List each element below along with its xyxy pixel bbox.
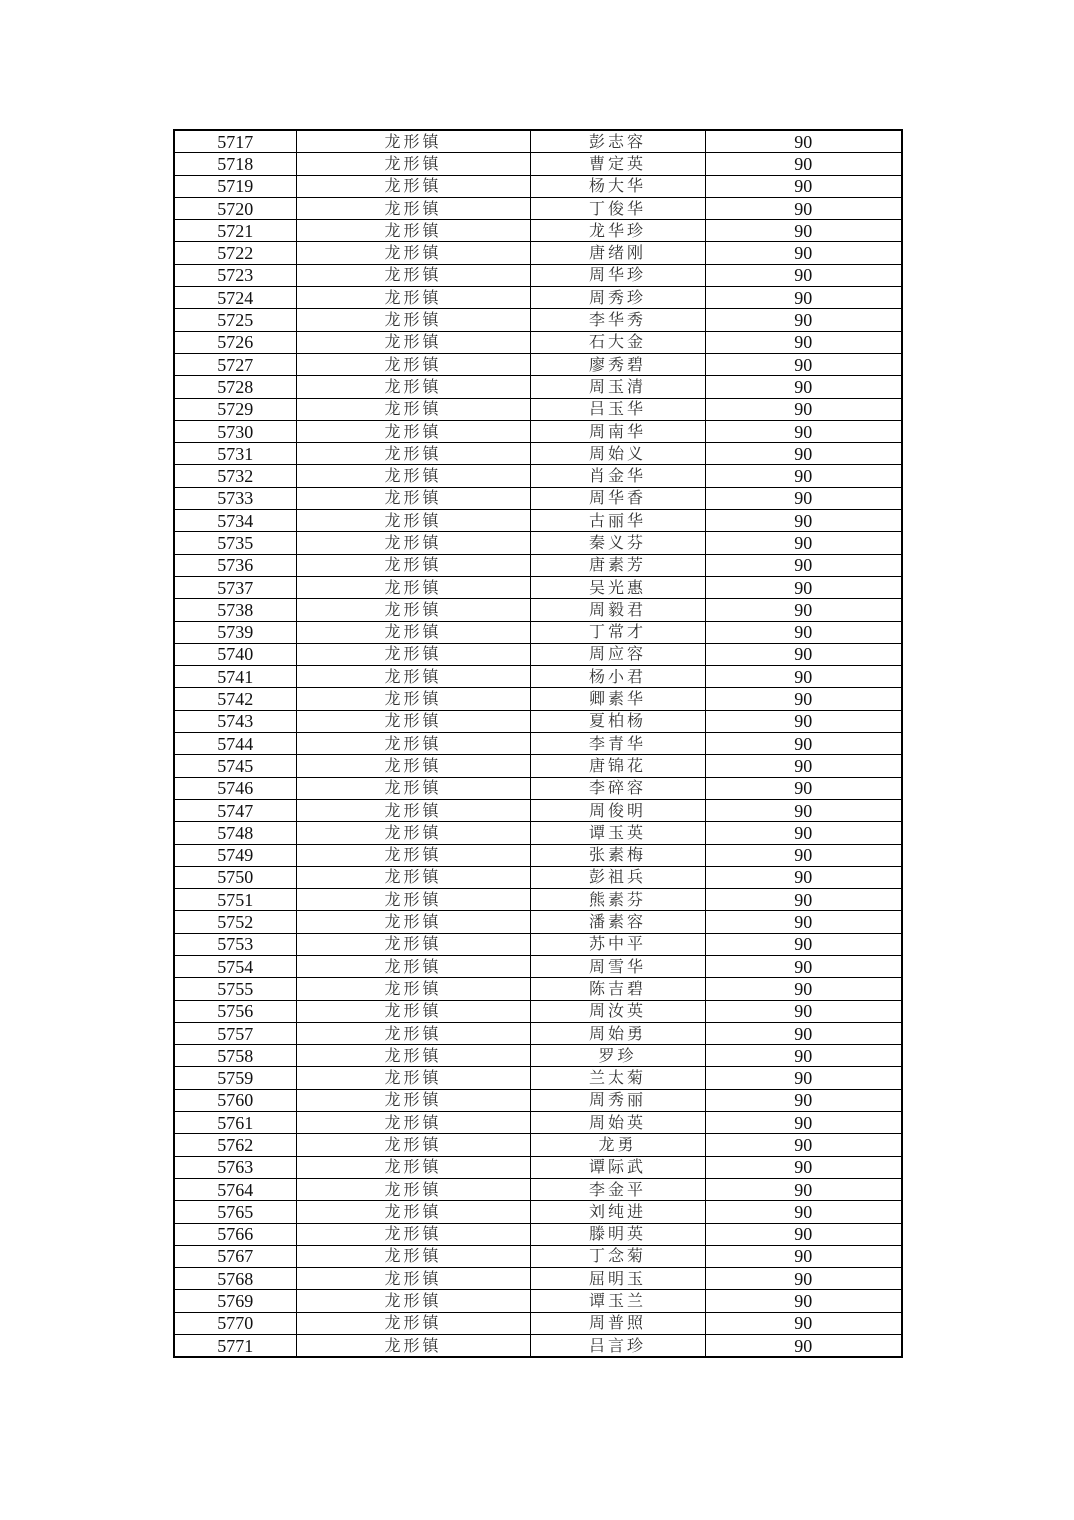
table-row	[174, 978, 902, 1000]
row-id-cell: 5764	[174, 1178, 296, 1200]
town-cell: 龙形镇	[296, 220, 530, 242]
name-cell: 卿素华	[530, 688, 705, 710]
table-row	[174, 554, 902, 576]
town-cell: 龙形镇	[296, 576, 530, 598]
name-cell: 李华秀	[530, 309, 705, 331]
score-cell: 90	[705, 1000, 902, 1022]
row-id-cell: 5740	[174, 643, 296, 665]
name-cell: 周普照	[530, 1312, 705, 1334]
row-id-cell: 5738	[174, 599, 296, 621]
name-cell: 屈明玉	[530, 1268, 705, 1290]
town-cell: 龙形镇	[296, 510, 530, 532]
table-row	[174, 621, 902, 643]
town-cell: 龙形镇	[296, 554, 530, 576]
name-cell: 周南华	[530, 420, 705, 442]
town-cell: 龙形镇	[296, 1335, 530, 1358]
name-cell: 周雪华	[530, 955, 705, 977]
score-cell: 90	[705, 978, 902, 1000]
row-id-cell: 5728	[174, 376, 296, 398]
town-cell: 龙形镇	[296, 777, 530, 799]
row-id-cell: 5757	[174, 1022, 296, 1044]
row-id-cell: 5718	[174, 153, 296, 175]
town-cell: 龙形镇	[296, 955, 530, 977]
town-cell: 龙形镇	[296, 287, 530, 309]
table-row	[174, 1067, 902, 1089]
name-cell: 古丽华	[530, 510, 705, 532]
name-cell: 彭祖兵	[530, 866, 705, 888]
score-cell: 90	[705, 1089, 902, 1111]
score-cell: 90	[705, 242, 902, 264]
town-cell: 龙形镇	[296, 978, 530, 1000]
table-row	[174, 1335, 902, 1358]
data-table	[173, 129, 903, 1358]
name-cell: 潘素容	[530, 911, 705, 933]
table-row	[174, 777, 902, 799]
score-cell: 90	[705, 309, 902, 331]
row-id-cell: 5742	[174, 688, 296, 710]
table-row	[174, 1245, 902, 1267]
score-cell: 90	[705, 220, 902, 242]
table-row	[174, 1156, 902, 1178]
table-row	[174, 153, 902, 175]
score-cell: 90	[705, 1312, 902, 1334]
table-row	[174, 331, 902, 353]
town-cell: 龙形镇	[296, 331, 530, 353]
table-row	[174, 420, 902, 442]
row-id-cell: 5762	[174, 1134, 296, 1156]
row-id-cell: 5723	[174, 264, 296, 286]
score-cell: 90	[705, 1022, 902, 1044]
table-row	[174, 264, 902, 286]
town-cell: 龙形镇	[296, 130, 530, 153]
score-cell: 90	[705, 1335, 902, 1358]
town-cell: 龙形镇	[296, 443, 530, 465]
town-cell: 龙形镇	[296, 911, 530, 933]
name-cell: 周汝英	[530, 1000, 705, 1022]
row-id-cell: 5744	[174, 733, 296, 755]
town-cell: 龙形镇	[296, 197, 530, 219]
town-cell: 龙形镇	[296, 1000, 530, 1022]
row-id-cell: 5741	[174, 666, 296, 688]
table-row	[174, 510, 902, 532]
score-cell: 90	[705, 331, 902, 353]
table-row	[174, 1312, 902, 1334]
town-cell: 龙形镇	[296, 799, 530, 821]
town-cell: 龙形镇	[296, 1245, 530, 1267]
row-id-cell: 5720	[174, 197, 296, 219]
table-row	[174, 309, 902, 331]
row-id-cell: 5736	[174, 554, 296, 576]
row-id-cell: 5726	[174, 331, 296, 353]
score-cell: 90	[705, 130, 902, 153]
score-cell: 90	[705, 420, 902, 442]
score-cell: 90	[705, 1178, 902, 1200]
name-cell: 刘纯进	[530, 1201, 705, 1223]
row-id-cell: 5731	[174, 443, 296, 465]
score-cell: 90	[705, 532, 902, 554]
name-cell: 熊素芬	[530, 889, 705, 911]
name-cell: 周应容	[530, 643, 705, 665]
row-id-cell: 5733	[174, 487, 296, 509]
town-cell: 龙形镇	[296, 532, 530, 554]
name-cell: 周玉清	[530, 376, 705, 398]
table-row	[174, 1201, 902, 1223]
table-row	[174, 755, 902, 777]
town-cell: 龙形镇	[296, 1022, 530, 1044]
score-cell: 90	[705, 710, 902, 732]
name-cell: 李青华	[530, 733, 705, 755]
town-cell: 龙形镇	[296, 1134, 530, 1156]
table-row	[174, 242, 902, 264]
town-cell: 龙形镇	[296, 1045, 530, 1067]
score-cell: 90	[705, 733, 902, 755]
row-id-cell: 5771	[174, 1335, 296, 1358]
name-cell: 丁念菊	[530, 1245, 705, 1267]
score-cell: 90	[705, 1045, 902, 1067]
score-cell: 90	[705, 1268, 902, 1290]
row-id-cell: 5754	[174, 955, 296, 977]
table-row	[174, 666, 902, 688]
score-cell: 90	[705, 844, 902, 866]
score-cell: 90	[705, 264, 902, 286]
score-cell: 90	[705, 197, 902, 219]
score-cell: 90	[705, 777, 902, 799]
row-id-cell: 5725	[174, 309, 296, 331]
town-cell: 龙形镇	[296, 1089, 530, 1111]
name-cell: 肖金华	[530, 465, 705, 487]
row-id-cell: 5765	[174, 1201, 296, 1223]
name-cell: 唐绪刚	[530, 242, 705, 264]
score-cell: 90	[705, 911, 902, 933]
town-cell: 龙形镇	[296, 376, 530, 398]
name-cell: 吕玉华	[530, 398, 705, 420]
score-cell: 90	[705, 554, 902, 576]
table-row	[174, 1223, 902, 1245]
town-cell: 龙形镇	[296, 153, 530, 175]
town-cell: 龙形镇	[296, 710, 530, 732]
town-cell: 龙形镇	[296, 755, 530, 777]
name-cell: 彭志容	[530, 130, 705, 153]
row-id-cell: 5717	[174, 130, 296, 153]
table-row	[174, 599, 902, 621]
row-id-cell: 5747	[174, 799, 296, 821]
name-cell: 罗珍	[530, 1045, 705, 1067]
town-cell: 龙形镇	[296, 599, 530, 621]
table-row	[174, 955, 902, 977]
row-id-cell: 5745	[174, 755, 296, 777]
name-cell: 周毅君	[530, 599, 705, 621]
name-cell: 吕言珍	[530, 1335, 705, 1358]
town-cell: 龙形镇	[296, 1312, 530, 1334]
row-id-cell: 5770	[174, 1312, 296, 1334]
table-row	[174, 844, 902, 866]
row-id-cell: 5719	[174, 175, 296, 197]
score-cell: 90	[705, 576, 902, 598]
town-cell: 龙形镇	[296, 487, 530, 509]
table-body	[174, 130, 902, 1357]
name-cell: 吴光惠	[530, 576, 705, 598]
name-cell: 谭玉兰	[530, 1290, 705, 1312]
name-cell: 龙勇	[530, 1134, 705, 1156]
town-cell: 龙形镇	[296, 398, 530, 420]
town-cell: 龙形镇	[296, 666, 530, 688]
name-cell: 龙华珍	[530, 220, 705, 242]
name-cell: 周秀丽	[530, 1089, 705, 1111]
table-row	[174, 1000, 902, 1022]
table-row	[174, 465, 902, 487]
town-cell: 龙形镇	[296, 175, 530, 197]
table-row	[174, 353, 902, 375]
table-row	[174, 933, 902, 955]
name-cell: 李碎容	[530, 777, 705, 799]
town-cell: 龙形镇	[296, 465, 530, 487]
town-cell: 龙形镇	[296, 1067, 530, 1089]
name-cell: 陈吉碧	[530, 978, 705, 1000]
row-id-cell: 5753	[174, 933, 296, 955]
row-id-cell: 5752	[174, 911, 296, 933]
table-row	[174, 866, 902, 888]
name-cell: 丁俊华	[530, 197, 705, 219]
name-cell: 谭玉英	[530, 822, 705, 844]
row-id-cell: 5750	[174, 866, 296, 888]
row-id-cell: 5766	[174, 1223, 296, 1245]
name-cell: 周始义	[530, 443, 705, 465]
table-row	[174, 287, 902, 309]
score-cell: 90	[705, 287, 902, 309]
row-id-cell: 5721	[174, 220, 296, 242]
name-cell: 苏中平	[530, 933, 705, 955]
row-id-cell: 5735	[174, 532, 296, 554]
score-cell: 90	[705, 666, 902, 688]
row-id-cell: 5739	[174, 621, 296, 643]
name-cell: 张素梅	[530, 844, 705, 866]
table-row	[174, 175, 902, 197]
score-cell: 90	[705, 398, 902, 420]
name-cell: 杨大华	[530, 175, 705, 197]
table-row	[174, 643, 902, 665]
town-cell: 龙形镇	[296, 420, 530, 442]
town-cell: 龙形镇	[296, 264, 530, 286]
table-row	[174, 398, 902, 420]
row-id-cell: 5758	[174, 1045, 296, 1067]
score-cell: 90	[705, 822, 902, 844]
table-row	[174, 1134, 902, 1156]
table-row	[174, 220, 902, 242]
town-cell: 龙形镇	[296, 844, 530, 866]
town-cell: 龙形镇	[296, 1156, 530, 1178]
town-cell: 龙形镇	[296, 822, 530, 844]
name-cell: 周俊明	[530, 799, 705, 821]
row-id-cell: 5724	[174, 287, 296, 309]
score-cell: 90	[705, 443, 902, 465]
table-row	[174, 576, 902, 598]
table-row	[174, 1178, 902, 1200]
table-row	[174, 1089, 902, 1111]
town-cell: 龙形镇	[296, 309, 530, 331]
name-cell: 秦义芬	[530, 532, 705, 554]
row-id-cell: 5756	[174, 1000, 296, 1022]
table-row	[174, 130, 902, 153]
name-cell: 石大金	[530, 331, 705, 353]
name-cell: 杨小君	[530, 666, 705, 688]
table-row	[174, 889, 902, 911]
row-id-cell: 5722	[174, 242, 296, 264]
row-id-cell: 5759	[174, 1067, 296, 1089]
name-cell: 兰太菊	[530, 1067, 705, 1089]
score-cell: 90	[705, 1223, 902, 1245]
score-cell: 90	[705, 175, 902, 197]
town-cell: 龙形镇	[296, 643, 530, 665]
town-cell: 龙形镇	[296, 1201, 530, 1223]
name-cell: 曹定英	[530, 153, 705, 175]
score-cell: 90	[705, 1245, 902, 1267]
table-row	[174, 532, 902, 554]
score-cell: 90	[705, 1067, 902, 1089]
score-cell: 90	[705, 376, 902, 398]
row-id-cell: 5751	[174, 889, 296, 911]
town-cell: 龙形镇	[296, 1178, 530, 1200]
score-cell: 90	[705, 688, 902, 710]
score-cell: 90	[705, 933, 902, 955]
town-cell: 龙形镇	[296, 1290, 530, 1312]
row-id-cell: 5760	[174, 1089, 296, 1111]
town-cell: 龙形镇	[296, 1223, 530, 1245]
table-row	[174, 1045, 902, 1067]
table-row	[174, 822, 902, 844]
name-cell: 丁常才	[530, 621, 705, 643]
row-id-cell: 5768	[174, 1268, 296, 1290]
row-id-cell: 5761	[174, 1112, 296, 1134]
row-id-cell: 5767	[174, 1245, 296, 1267]
score-cell: 90	[705, 353, 902, 375]
row-id-cell: 5734	[174, 510, 296, 532]
name-cell: 廖秀碧	[530, 353, 705, 375]
town-cell: 龙形镇	[296, 1112, 530, 1134]
row-id-cell: 5737	[174, 576, 296, 598]
town-cell: 龙形镇	[296, 889, 530, 911]
row-id-cell: 5746	[174, 777, 296, 799]
score-cell: 90	[705, 1134, 902, 1156]
name-cell: 周华珍	[530, 264, 705, 286]
score-cell: 90	[705, 465, 902, 487]
town-cell: 龙形镇	[296, 1268, 530, 1290]
table-row	[174, 710, 902, 732]
table-row	[174, 376, 902, 398]
name-cell: 谭际武	[530, 1156, 705, 1178]
score-cell: 90	[705, 1290, 902, 1312]
town-cell: 龙形镇	[296, 933, 530, 955]
score-cell: 90	[705, 599, 902, 621]
row-id-cell: 5769	[174, 1290, 296, 1312]
row-id-cell: 5749	[174, 844, 296, 866]
table-row	[174, 487, 902, 509]
score-cell: 90	[705, 510, 902, 532]
name-cell: 周始勇	[530, 1022, 705, 1044]
table-row	[174, 799, 902, 821]
name-cell: 周始英	[530, 1112, 705, 1134]
town-cell: 龙形镇	[296, 688, 530, 710]
name-cell: 周秀珍	[530, 287, 705, 309]
row-id-cell: 5763	[174, 1156, 296, 1178]
name-cell: 李金平	[530, 1178, 705, 1200]
score-cell: 90	[705, 153, 902, 175]
town-cell: 龙形镇	[296, 621, 530, 643]
row-id-cell: 5727	[174, 353, 296, 375]
table-row	[174, 1112, 902, 1134]
table-row	[174, 733, 902, 755]
score-cell: 90	[705, 1112, 902, 1134]
town-cell: 龙形镇	[296, 866, 530, 888]
score-cell: 90	[705, 799, 902, 821]
row-id-cell: 5748	[174, 822, 296, 844]
table-row	[174, 443, 902, 465]
table-row	[174, 1290, 902, 1312]
score-cell: 90	[705, 621, 902, 643]
name-cell: 周华香	[530, 487, 705, 509]
row-id-cell: 5729	[174, 398, 296, 420]
table-row	[174, 688, 902, 710]
name-cell: 滕明英	[530, 1223, 705, 1245]
town-cell: 龙形镇	[296, 242, 530, 264]
score-cell: 90	[705, 889, 902, 911]
score-cell: 90	[705, 1201, 902, 1223]
score-cell: 90	[705, 487, 902, 509]
name-cell: 夏柏杨	[530, 710, 705, 732]
table-row	[174, 911, 902, 933]
row-id-cell: 5743	[174, 710, 296, 732]
row-id-cell: 5730	[174, 420, 296, 442]
town-cell: 龙形镇	[296, 733, 530, 755]
score-cell: 90	[705, 1156, 902, 1178]
row-id-cell: 5755	[174, 978, 296, 1000]
name-cell: 唐素芳	[530, 554, 705, 576]
score-cell: 90	[705, 643, 902, 665]
score-cell: 90	[705, 755, 902, 777]
table-row	[174, 1268, 902, 1290]
name-cell: 唐锦花	[530, 755, 705, 777]
row-id-cell: 5732	[174, 465, 296, 487]
town-cell: 龙形镇	[296, 353, 530, 375]
table-row	[174, 1022, 902, 1044]
table-row	[174, 197, 902, 219]
score-cell: 90	[705, 955, 902, 977]
score-cell: 90	[705, 866, 902, 888]
